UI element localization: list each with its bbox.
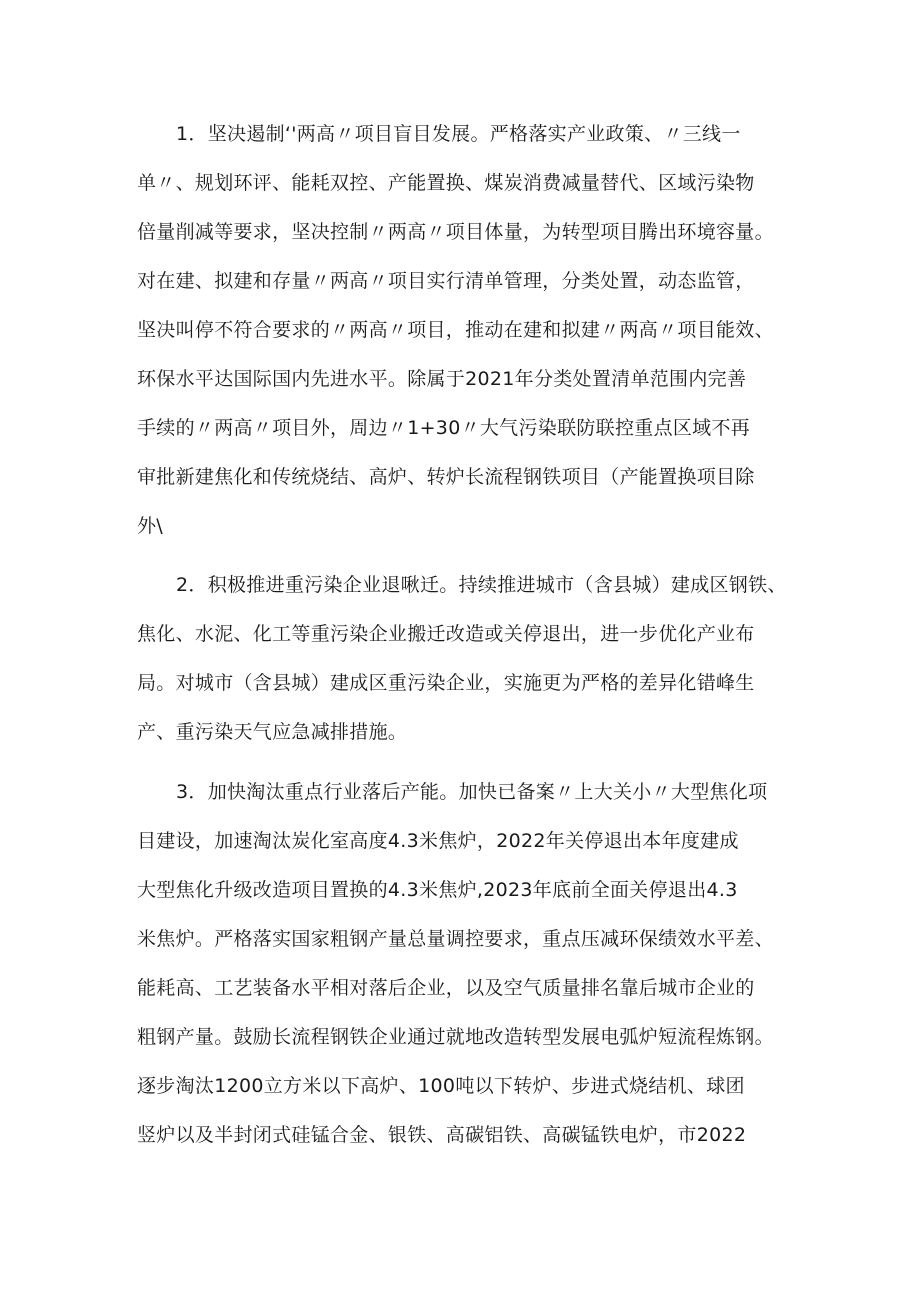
paragraph-1-line-7: 手续的〃两高〃项目外，周边〃1+30〃大气污染联防联控重点区域不再	[137, 417, 751, 439]
paragraph-2-line-4: 产、重污染天气应急减排措施。	[137, 721, 408, 743]
paragraph-2-line-2: 焦化、水泥、化工等重污染企业搬迁改造或关停退出，进一步优化产业布	[137, 623, 755, 645]
paragraph-2-line-1: 2．积极推进重污染企业退啾迁。持续推进城市（含县城）建成区钢铁、	[176, 574, 787, 596]
paragraph-1-line-8: 审批新建焦化和传统烧结、高炉、转炉长流程钢铁项目（产能置换项目除	[137, 466, 755, 488]
paragraph-3-line-2: 目建设，加速淘汰炭化室高度4.3米焦炉，2022年关停退出本年度建成	[137, 830, 739, 852]
paragraph-3-line-3: 大型焦化升级改造项目置换的4.3米焦炉,2023年底前全面关停退出4.3	[137, 879, 738, 901]
paragraph-3-line-8: 竖炉以及半封闭式硅锰合金、银铁、高碳铝铁、高碳锰铁电炉，市2022	[137, 1124, 747, 1146]
paragraph-3-line-6: 粗钢产量。鼓励长流程钢铁企业通过就地改造转型发展电弧炉短流程炼钢。	[137, 1026, 774, 1048]
paragraph-1-line-2: 单〃、规划环评、能耗双控、产能置换、煤炭消费减量替代、区域污染物	[137, 172, 755, 194]
paragraph-1-line-1: 1．坚决遏制‘'两高〃项目盲目发展。严格落实产业政策、〃三线一	[176, 123, 741, 145]
paragraph-1-line-4: 对在建、拟建和存量〃两高〃项目实行清单管理，分类处置，动态监管，	[137, 270, 755, 292]
paragraph-3-line-1: 3．加快淘汰重点行业落后产能。加快已备案〃上大关小〃大型焦化项	[176, 781, 768, 803]
paragraph-3-line-5: 能耗高、工艺装备水平相对落后企业，以及空气质量排名靠后城市企业的	[137, 977, 755, 999]
paragraph-3-line-4: 米焦炉。严格落实国家粗钢产量总量调控要求，重点压减环保绩效水平差、	[137, 928, 774, 950]
paragraph-1-line-3: 倍量削减等要求，坚决控制〃两高〃项目体量，为转型项目腾出环境容量。	[137, 221, 774, 243]
paragraph-1-line-6: 环保水平达国际国内先进水平。除属于2021年分类处置清单范围内完善	[137, 368, 747, 390]
paragraph-1-line-5: 坚决叫停不符合要求的〃两高〃项目，推动在建和拟建〃两高〃项目能效、	[137, 319, 774, 341]
paragraph-2-line-3: 局。对城市（含县城）建成区重污染企业，实施更为严格的差异化错峰生	[137, 672, 755, 694]
paragraph-3-line-7: 逐步淘汰1200立方米以下高炉、100吨以下转炉、步进式烧结机、球团	[137, 1075, 745, 1097]
paragraph-1-line-9: 外\	[137, 515, 164, 537]
